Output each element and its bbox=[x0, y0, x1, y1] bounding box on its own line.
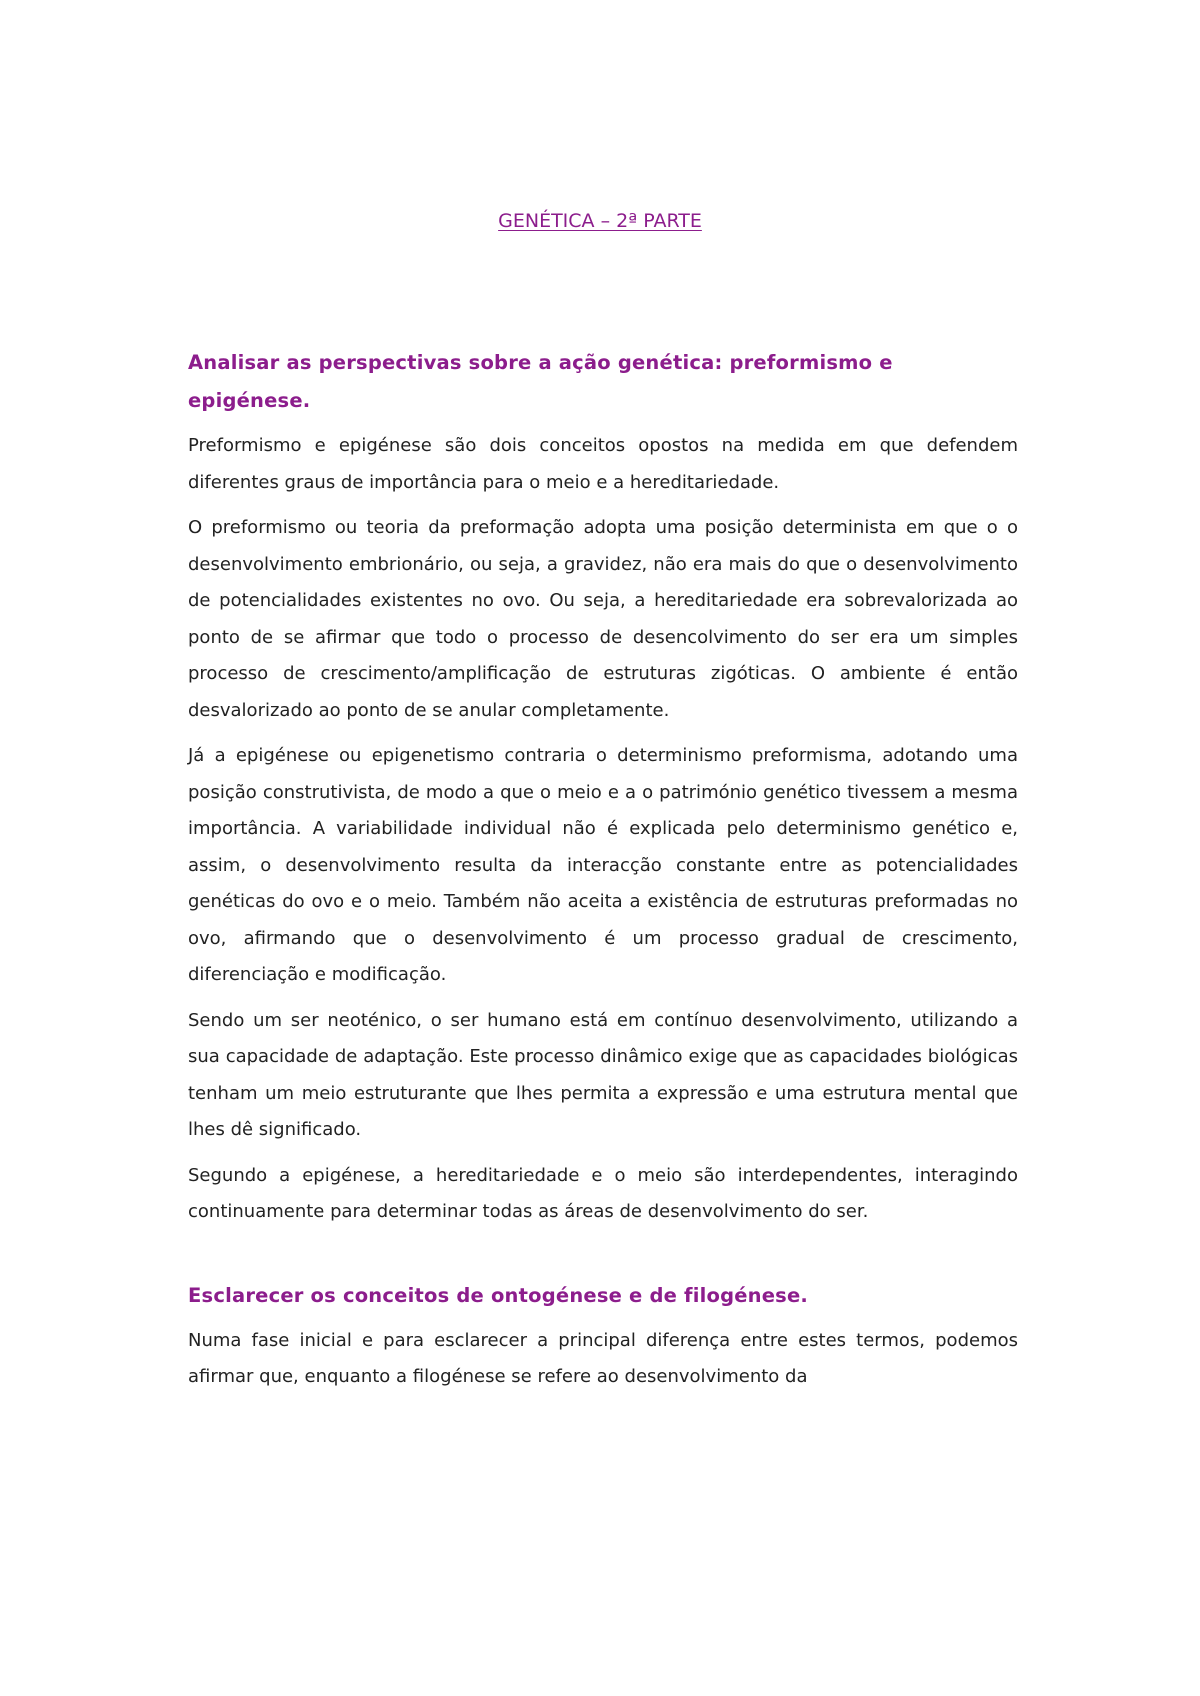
section-heading: Analisar as perspectivas sobre a ação genética: preformismo e epigénese. bbox=[188, 351, 893, 412]
section-ontogenese-filogenese bbox=[188, 1277, 1018, 1396]
paragraph: O preformismo ou teoria da preformação adopta uma posição determinista em que o o desenvolvimento embrionário, ou seja, a gravidez, não era mais do que o desenvolvimento de potencialidades existentes no ovo. Ou seja, a hereditariedade era sobrevalorizada ao ponto de se afirmar que todo o processo de desencolvimento do ser era um simples processo de crescimento/amplificação de estruturas zigóticas. O ambiente é então desvalorizado ao ponto de se anular completamente. bbox=[188, 517, 1018, 721]
paragraph: Sendo um ser neoténico, o ser humano está em contínuo desenvolvimento, utilizando a sua capacidade de adaptação. Este processo dinâmico exige que as capacidades biológicas tenham um meio estruturante que lhes permita a expressão e uma estrutura mental que lhes dê significado. bbox=[188, 1009, 1018, 1140]
paragraph: Já a epigénese ou epigenetismo contraria o determinismo preformisma, adotando uma posição construtivista, de modo a que o meio e a o património genético tivessem a mesma importância. A variabilidade individual não é explicada pelo determinismo genético e, assim, o desenvolvimento resulta da interacção constante entre as potencialidades genéticas do ovo e o meio. Também não aceita a existência de estruturas preformadas no ovo, afirmando que o desenvolvimento é um processo gradual de crescimento, diferenciação e modificação. bbox=[188, 745, 1018, 985]
paragraph: Numa fase inicial e para esclarecer a principal diferença entre estes termos, podemos afirmar que, enquanto a filogénese se refere ao desenvolvimento da bbox=[188, 1329, 1018, 1387]
section-preformismo-epigenese bbox=[188, 344, 1018, 1231]
document-title: GENÉTICA – 2ª PARTE bbox=[498, 210, 702, 232]
section-heading: Esclarecer os conceitos de ontogénese e de filogénese. bbox=[188, 1283, 809, 1307]
paragraph: Preformismo e epigénese são dois conceitos opostos na medida em que defendem diferentes graus de importância para o meio e a hereditariedade. bbox=[188, 435, 1018, 493]
paragraph: Segundo a epigénese, a hereditariedade e o meio são interdependentes, interagindo continuamente para determinar todas as áreas de desenvolvimento do ser. bbox=[188, 1164, 1018, 1222]
document-body bbox=[188, 344, 1018, 1405]
